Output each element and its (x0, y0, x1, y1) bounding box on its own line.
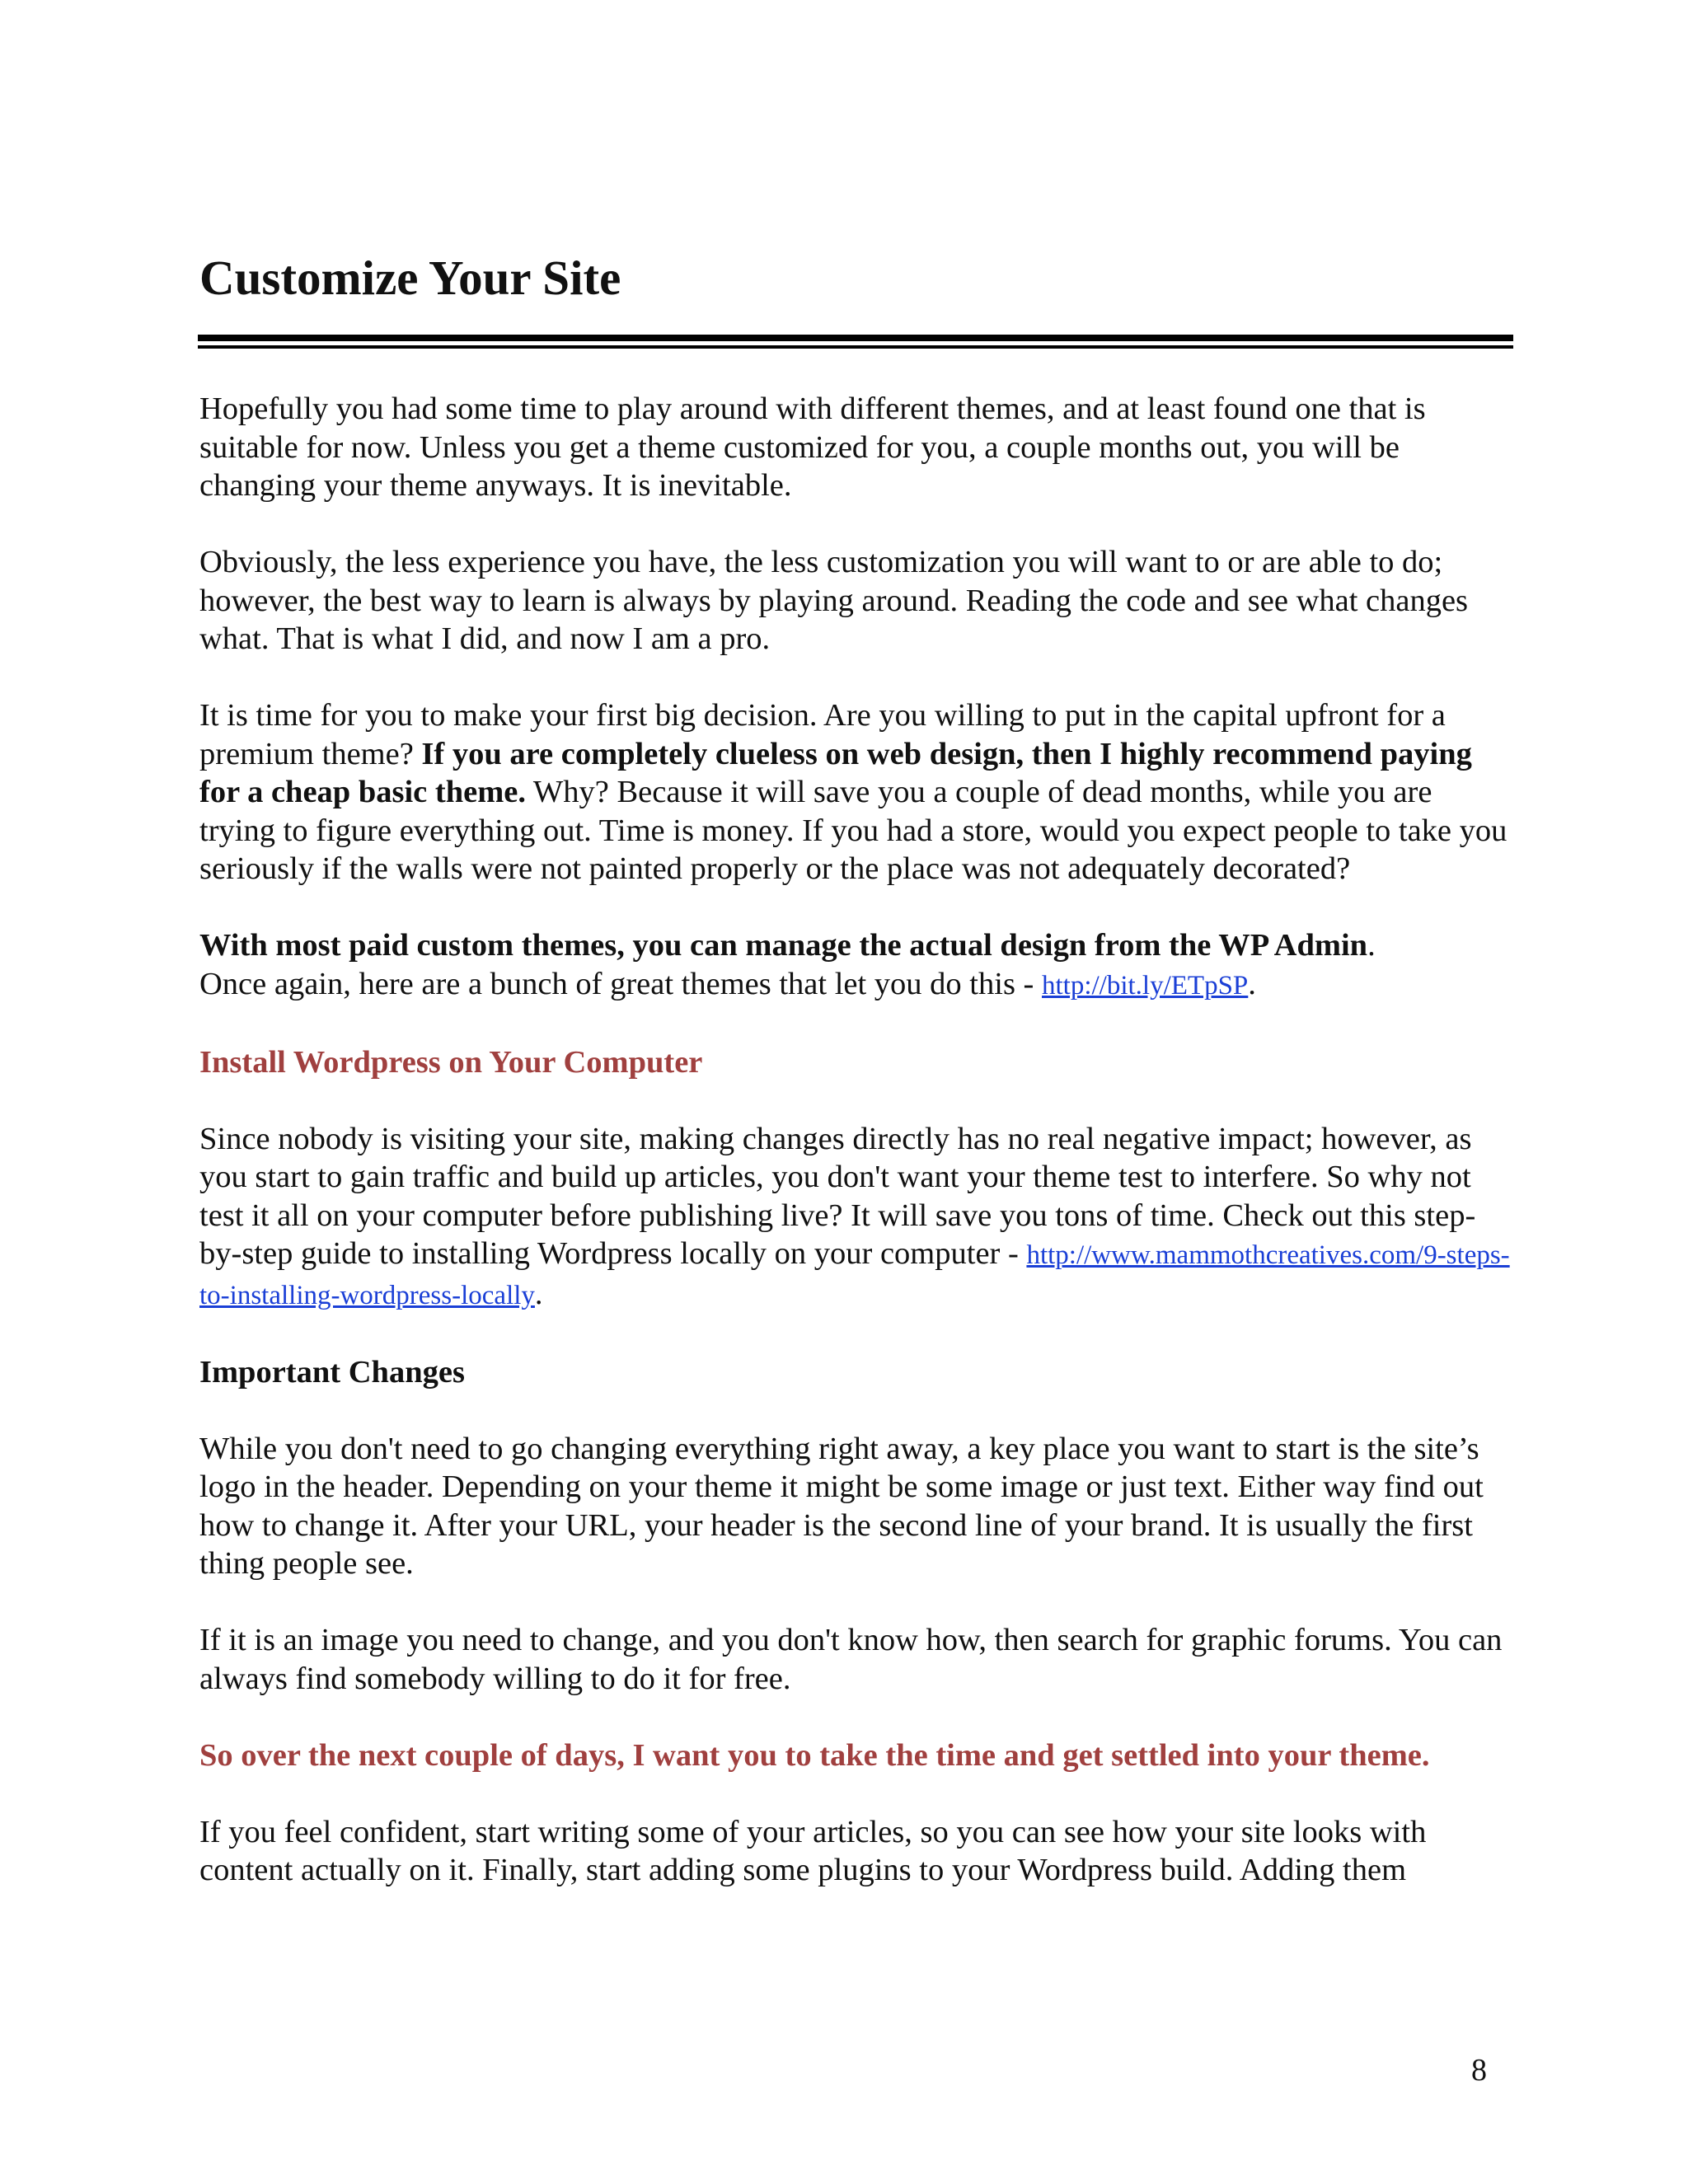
paragraph-experience: Obviously, the less experience you have, the less customization you will want to or are able to do; however, the best way to learn is always by playing around. Reading the code and see what changes what. That is what I did, and now I am a pro. (199, 545, 1469, 656)
document-body (199, 390, 1512, 1890)
decision-rest-text: Why? Because it will save you a couple of dead months, while you are trying to figure everything out. Time is money. If you had a store, would you expect people to take you seriously if the walls were not painted properly or the place was not adequately decorated? (199, 775, 1507, 886)
paid-themes-bold-text: With most paid custom themes, you can manage the actual design from the WP Admin (199, 928, 1368, 963)
document-page (199, 0, 1512, 2184)
local-install-text: Since nobody is visiting your site, making changes directly has no real negative impact; however, as you start to gain traffic and build up articles, you don't want your theme test to interfere. So why not test it all on your computer before publishing live? It will save you tons of time. Check out this step-by-step guide to installing Wordpress locally on your computer - (199, 1121, 1476, 1271)
paragraph-plugins: If you feel confident, start writing some of your articles, so you can see how your site looks with content actually on it. Finally, start adding some plugins to your Wordpress build. Adding them (199, 1814, 1427, 1887)
page-number: 8 (1471, 2053, 1487, 2088)
install-guide-link[interactable]: http://www.mammothcreatives.com/9-steps-to-installing-wordpress-locally (199, 1240, 1510, 1310)
paragraph-header-logo: While you don't need to go changing everything right away, a key place you want to start is the site’s logo in the header. Depending on your theme it might be some image or just text. Either way find out how to change it. After your URL, your header is the second line of your brand. It is usually the first thing people see. (199, 1431, 1484, 1581)
paid-themes-end: . (1248, 966, 1256, 1001)
page-title: Customize Your Site (199, 251, 621, 305)
themes-link[interactable]: http://bit.ly/ETpSP (1042, 970, 1249, 1001)
heading-important-changes: Important Changes (199, 1354, 465, 1390)
paragraph-graphic-forums: If it is an image you need to change, and you don't know how, then search for graphic forums. You can always find somebody willing to do it for free. (199, 1623, 1503, 1696)
paragraph-intro: Hopefully you had some time to play around with different themes, and at least found one that is suitable for now. Unless you get a theme customized for you, a couple months out, you will be changing your theme anyways. It is inevitable. (199, 391, 1426, 503)
decision-lead-text: It is time for you to make your first big decision. Are you willing to put in the capital upfront for a premium theme? (199, 698, 1446, 771)
local-install-end: . (534, 1276, 543, 1311)
decision-bold-text: If you are completely clueless on web design, then I highly recommend paying for a cheap basic theme. (199, 736, 1472, 809)
title-rule-thick (198, 335, 1513, 341)
paragraph-decision (199, 696, 1512, 888)
paragraph-paid-themes (199, 926, 1512, 1005)
paragraph-settle-theme: So over the next couple of days, I want you to take the time and get settled into your theme. (199, 1737, 1430, 1773)
paid-themes-period: . (1367, 928, 1376, 963)
paragraph-local-install (199, 1120, 1512, 1315)
title-rule-thin (198, 345, 1513, 349)
heading-install-wordpress: Install Wordpress on Your Computer (199, 1044, 703, 1080)
paid-themes-text: Once again, here are a bunch of great themes that let you do this - (199, 966, 1042, 1001)
